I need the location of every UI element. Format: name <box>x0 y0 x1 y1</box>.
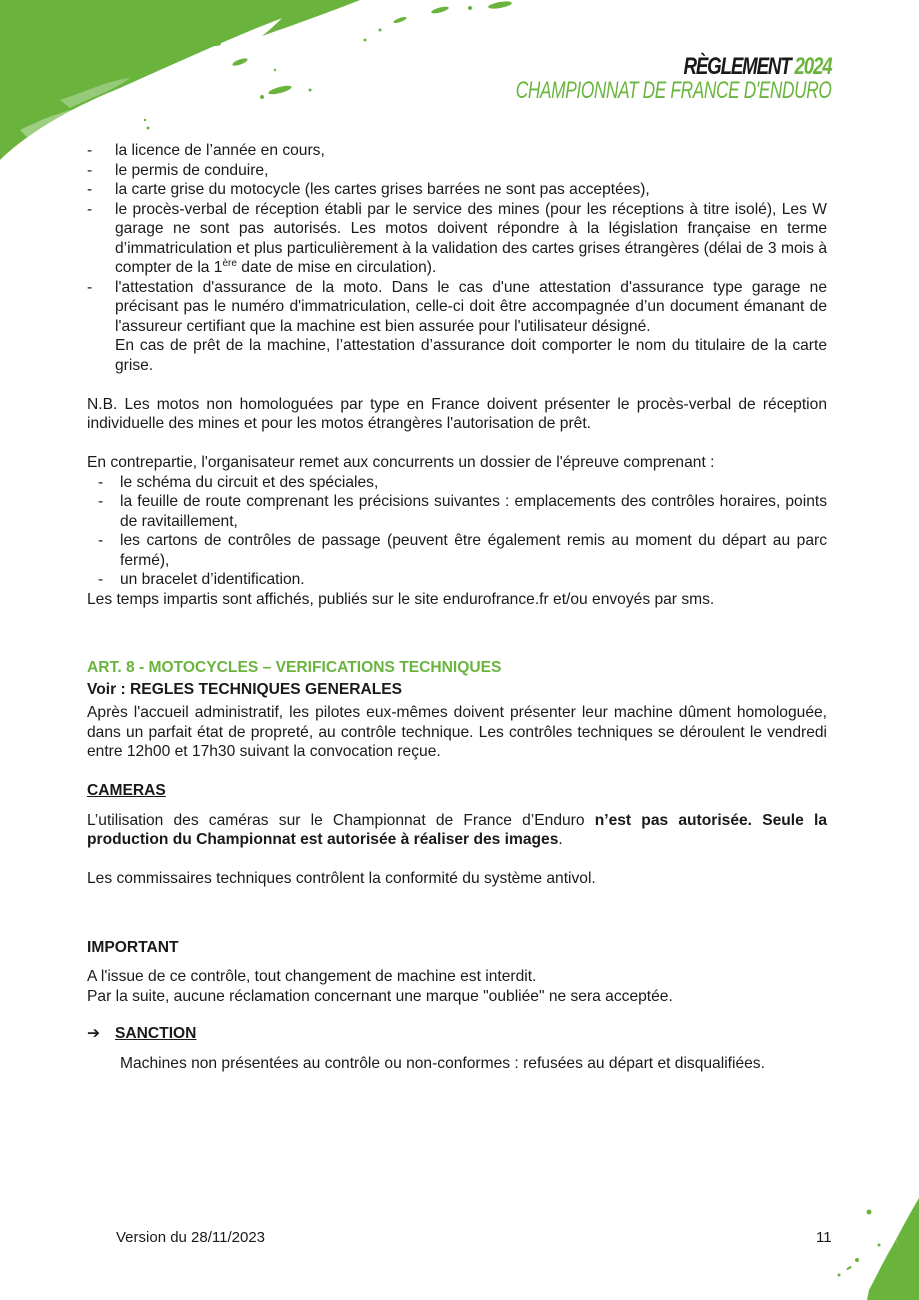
header-title-year: 2024 <box>794 53 831 80</box>
article-voir: Voir : REGLES TECHNIQUES GENERALES <box>87 680 403 698</box>
footer-version: Version du 28/11/2023 <box>116 1229 266 1246</box>
cameras-heading: CAMERAS <box>87 782 166 799</box>
documents-list <box>87 141 827 375</box>
page-number: 11 <box>816 1229 832 1246</box>
cameras-text-bold: n’est pas autorisée. Seule la production du Championnat est autorisée à réaliser des images <box>87 811 827 848</box>
dossier-list <box>87 473 827 590</box>
antivol-paragraph: Les commissaires techniques contrôlent la conformité du système antivol. <box>87 870 596 887</box>
list-item: - la licence de l’année en cours, <box>87 141 827 161</box>
list-item: - les cartons de contrôles de passage (peuvent être également remis au moment du départ au parc fermé), <box>87 531 827 570</box>
list-item-text: le procès-verbal de réception établi par le service des mines (pour les réceptions à titre isolé), Les W garage ne sont pas autorisés. Les motos doivent répondre à la législation française en terme d’immatriculation et plus particulièrement à la validation des cartes grises étrangères (délai de 3 mois à compter de la 1 <box>115 200 827 276</box>
arrow-right-icon: ➔ <box>87 1025 101 1042</box>
list-item <box>87 278 827 376</box>
sanction-text: Machines non présentées au contrôle ou non-conformes : refusées au départ et disqualifiées. <box>120 1054 765 1072</box>
list-item: - le permis de conduire, <box>87 161 827 181</box>
list-item: - la carte grise du motocycle (les cartes grises barrées ne sont pas acceptées), <box>87 180 827 200</box>
cameras-text: L’utilisation des caméras sur le Championnat de France d’Enduro <box>87 811 595 829</box>
cameras-paragraph <box>87 811 827 850</box>
sanction-heading: SANCTION <box>115 1025 197 1042</box>
contrepartie-intro: En contrepartie, l'organisateur remet aux concurrents un dossier de l'épreuve comprenant : <box>87 454 715 471</box>
cameras-text-end: . <box>558 831 563 848</box>
list-item: - un bracelet d’identification. <box>87 570 827 590</box>
sanction-heading-row <box>87 1024 827 1044</box>
document-header <box>393 55 832 103</box>
nb-paragraph: N.B. Les motos non homologuées par type en France doivent présenter le procès-verbal de réception individuelle des mines et pour les motos étrangères l'autorisation de prêt. <box>87 395 827 432</box>
superscript: ère <box>222 257 237 269</box>
temps-impartis-paragraph: Les temps impartis sont affichés, publiés sur le site endurofrance.fr et/ou envoyés par sms. <box>87 590 715 608</box>
header-subtitle: CHAMPIONNAT DE FRANCE D'ENDURO <box>515 77 831 104</box>
important-line-2: Par la suite, aucune réclamation concernant une marque "oubliée" ne sera acceptée. <box>87 987 673 1005</box>
list-item-text-continued: En cas de prêt de la machine, l’attestation d’assurance doit comporter le nom du titulaire de la carte grise. <box>115 337 827 374</box>
article-title: ART. 8 - MOTOCYCLES – VERIFICATIONS TECHNIQUES <box>87 659 502 676</box>
list-item: - le schéma du circuit et des spéciales, <box>87 473 827 493</box>
page-content <box>87 141 827 1073</box>
list-item-text: l'attestation d'assurance de la moto. Dans le cas d'une attestation d'assurance type garage ne précisant pas le numéro d'immatriculation, celle-ci doit être accompagnée d’un document émanant de l'assureur certifiant que la machine est bien assurée pour l'utilisateur désigné. <box>115 278 827 335</box>
list-item-text-tail: date de mise en circulation). <box>236 259 437 276</box>
list-item: - la feuille de route comprenant les précisions suivantes : emplacements des contrôles horaires, points de ravitaillement, <box>87 492 827 531</box>
article-body: Après l'accueil administratif, les pilotes eux-mêmes doivent présenter leur machine dûment homologuée, dans un parfait état de propreté, au contrôle technique. Les contrôles techniques se déroulent le vendredi entre 12h00 et 17h30 suivant la convocation reçue. <box>87 704 827 760</box>
header-title-word: RÈGLEMENT <box>683 53 791 80</box>
important-line-1: A l'issue de ce contrôle, tout changement de machine est interdit. <box>87 968 537 985</box>
header-title <box>489 55 831 79</box>
list-item <box>87 200 827 278</box>
important-heading: IMPORTANT <box>87 938 179 956</box>
